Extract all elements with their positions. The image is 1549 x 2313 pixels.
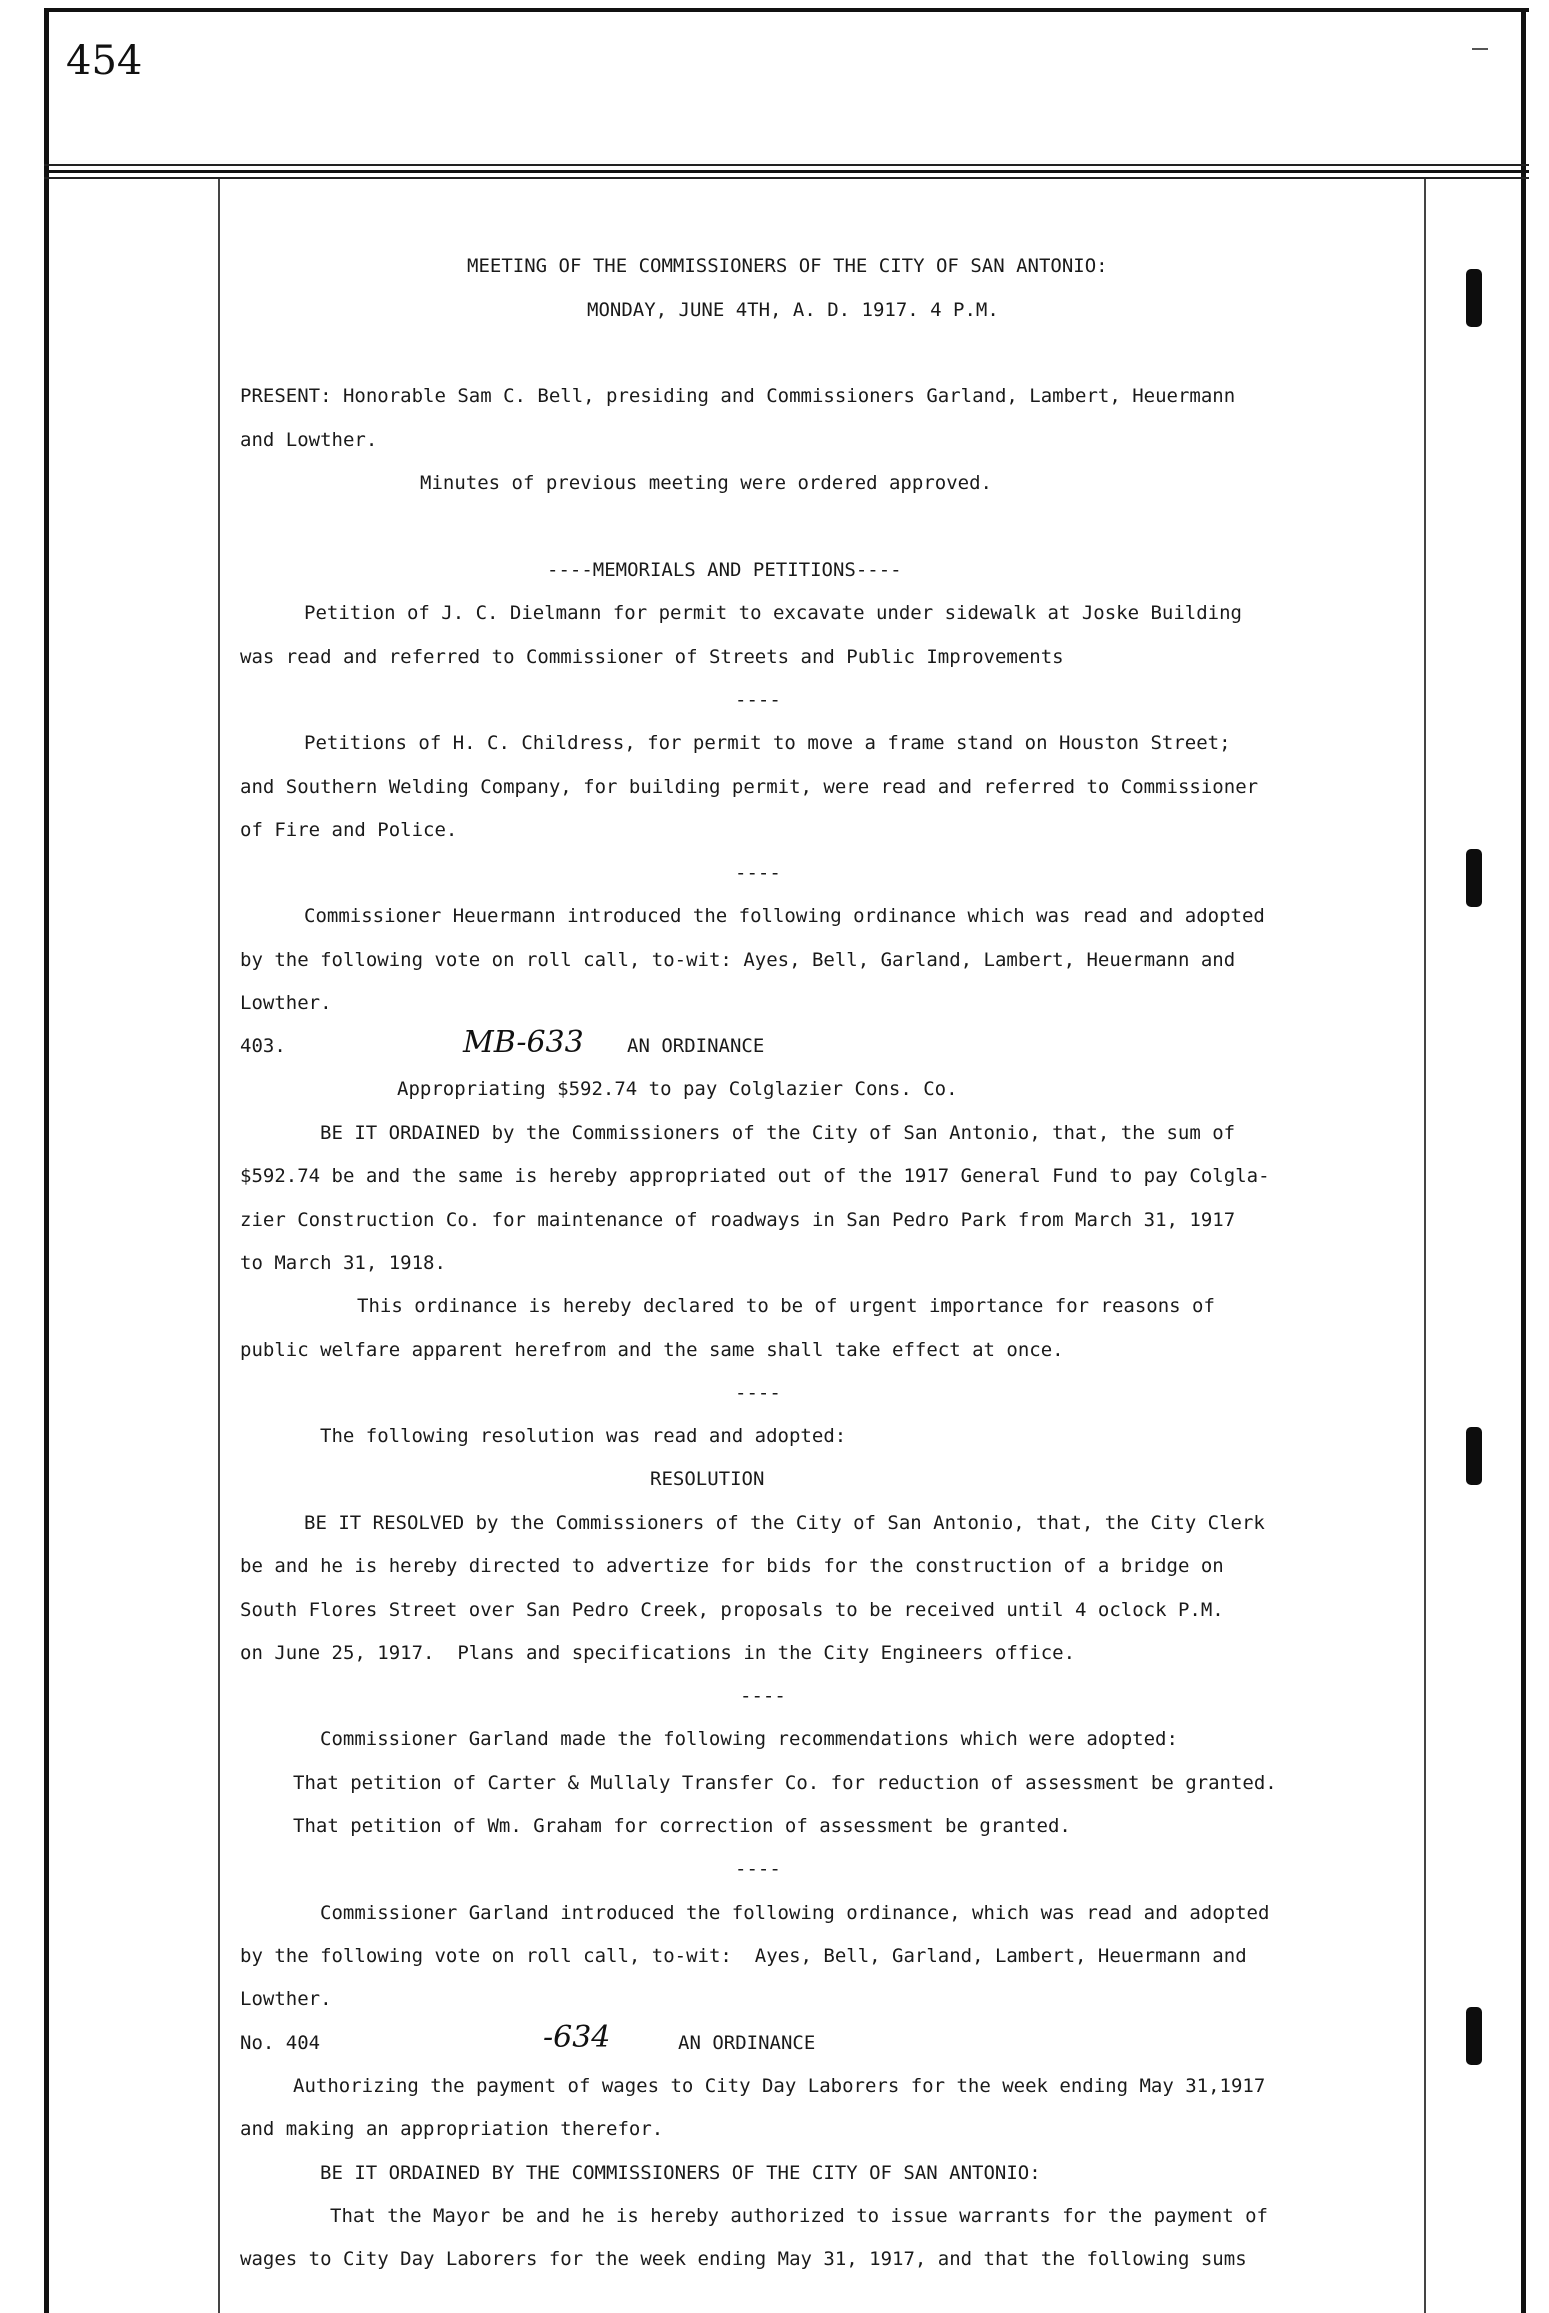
petition-text: Petition of J. C. Dielmann for permit to excavate under sidewalk at Joske Building xyxy=(304,602,1242,624)
ordinance-body: wages to City Day Laborers for the week ending May 31, 1917, and that the following sums xyxy=(240,2248,1247,2270)
resolution-title: RESOLUTION xyxy=(650,1468,765,1490)
ordinance-title: AN ORDINANCE xyxy=(627,1035,765,1057)
handwritten-reference: MB-633 xyxy=(463,1025,584,1060)
present-line: and Lowther. xyxy=(240,429,378,451)
separator: ---- xyxy=(740,1685,786,1707)
ordinance-body: to March 31, 1918. xyxy=(240,1252,446,1274)
ordinance-subtitle: Appropriating $592.74 to pay Colglazier Cons. Co. xyxy=(397,1078,958,1100)
ordinance-body: zier Construction Co. for maintenance of roadways in San Pedro Park from March 31, 1917 xyxy=(240,1209,1236,1231)
meeting-date: MONDAY, JUNE 4TH, A. D. 1917. 4 P.M. xyxy=(587,299,999,321)
resolution-body: BE IT RESOLVED by the Commissioners of the City of San Antonio, that, the City Clerk xyxy=(304,1512,1265,1534)
recommendations-intro: Commissioner Garland made the following recommendations which were adopted: xyxy=(320,1728,1178,1750)
recommendation-item: That petition of Carter & Mullaly Transfer Co. for reduction of assessment be granted. xyxy=(293,1772,1277,1794)
frame-right-border xyxy=(1521,8,1526,2313)
ordinance-number: No. 404 xyxy=(240,2032,321,2054)
separator: ---- xyxy=(735,1382,781,1404)
separator: ---- xyxy=(735,1858,781,1880)
header-rule xyxy=(44,177,1529,179)
ordinance-number: 403. xyxy=(240,1035,286,1057)
ordinance-body: That the Mayor be and he is hereby authorized to issue warrants for the payment of xyxy=(330,2205,1268,2227)
right-margin-rule xyxy=(1424,179,1426,2313)
ordinance-body: $592.74 be and the same is hereby appropriated out of the 1917 General Fund to pay Colgla- xyxy=(240,1165,1270,1187)
resolution-body: be and he is hereby directed to advertize for bids for the construction of a bridge on xyxy=(240,1555,1224,1577)
ordinance-intro: by the following vote on roll call, to-wit: Ayes, Bell, Garland, Lambert, Heuermann and xyxy=(240,949,1236,971)
ordinance-subtitle: and making an appropriation therefor. xyxy=(240,2118,664,2140)
separator: ---- xyxy=(735,689,781,711)
margin-tab-mark xyxy=(1466,2007,1482,2065)
margin-tab-mark xyxy=(1466,269,1482,327)
minutes-approved: Minutes of previous meeting were ordered approved. xyxy=(420,472,992,494)
ordinance-intro: Lowther. xyxy=(240,1988,332,2010)
ordinance-intro: Commissioner Heuermann introduced the following ordinance which was read and adopted xyxy=(304,905,1265,927)
ordinance-intro: Commissioner Garland introduced the following ordinance, which was read and adopted xyxy=(320,1902,1270,1924)
meeting-heading: MEETING OF THE COMMISSIONERS OF THE CITY OF SAN ANTONIO: xyxy=(467,255,1108,277)
petition-text: of Fire and Police. xyxy=(240,819,458,841)
ordinance-body: BE IT ORDAINED by the Commissioners of the City of San Antonio, that, the sum of xyxy=(320,1122,1236,1144)
resolution-intro: The following resolution was read and adopted: xyxy=(320,1425,847,1447)
ordinance-title: AN ORDINANCE xyxy=(678,2032,816,2054)
separator: ---- xyxy=(735,862,781,884)
section-heading: ----MEMORIALS AND PETITIONS---- xyxy=(547,559,902,581)
ordinance-subtitle: Authorizing the payment of wages to City Day Laborers for the week ending May 31,1917 xyxy=(293,2075,1266,2097)
ordinance-intro: Lowther. xyxy=(240,992,332,1014)
corner-tick-mark xyxy=(1472,48,1488,50)
petition-text: was read and referred to Commissioner of Streets and Public Improvements xyxy=(240,646,1064,668)
resolution-body: on June 25, 1917. Plans and specifications in the City Engineers office. xyxy=(240,1642,1076,1664)
handwritten-reference: -634 xyxy=(543,2020,611,2055)
margin-tab-mark xyxy=(1466,849,1482,907)
petition-text: and Southern Welding Company, for building permit, were read and referred to Commissioner xyxy=(240,776,1259,798)
petition-text: Petitions of H. C. Childress, for permit to move a frame stand on Houston Street; xyxy=(304,732,1231,754)
left-margin-rule xyxy=(218,179,220,2313)
resolution-body: South Flores Street over San Pedro Creek, proposals to be received until 4 oclock P.M. xyxy=(240,1599,1224,1621)
page-number: 454 xyxy=(66,38,143,84)
frame-left-border xyxy=(44,8,49,2313)
header-rule xyxy=(44,164,1529,166)
urgency-clause: public welfare apparent herefrom and the same shall take effect at once. xyxy=(240,1339,1064,1361)
header-rule xyxy=(44,170,1529,173)
urgency-clause: This ordinance is hereby declared to be of urgent importance for reasons of xyxy=(357,1295,1215,1317)
enacting-clause: BE IT ORDAINED BY THE COMMISSIONERS OF THE CITY OF SAN ANTONIO: xyxy=(320,2162,1041,2184)
margin-tab-mark xyxy=(1466,1427,1482,1485)
recommendation-item: That petition of Wm. Graham for correction of assessment be granted. xyxy=(293,1815,1071,1837)
present-line: PRESENT: Honorable Sam C. Bell, presiding and Commissioners Garland, Lambert, Heuermann xyxy=(240,385,1236,407)
ordinance-intro: by the following vote on roll call, to-wit: Ayes, Bell, Garland, Lambert, Heuermann and xyxy=(240,1945,1247,1967)
frame-top-border xyxy=(44,8,1529,12)
